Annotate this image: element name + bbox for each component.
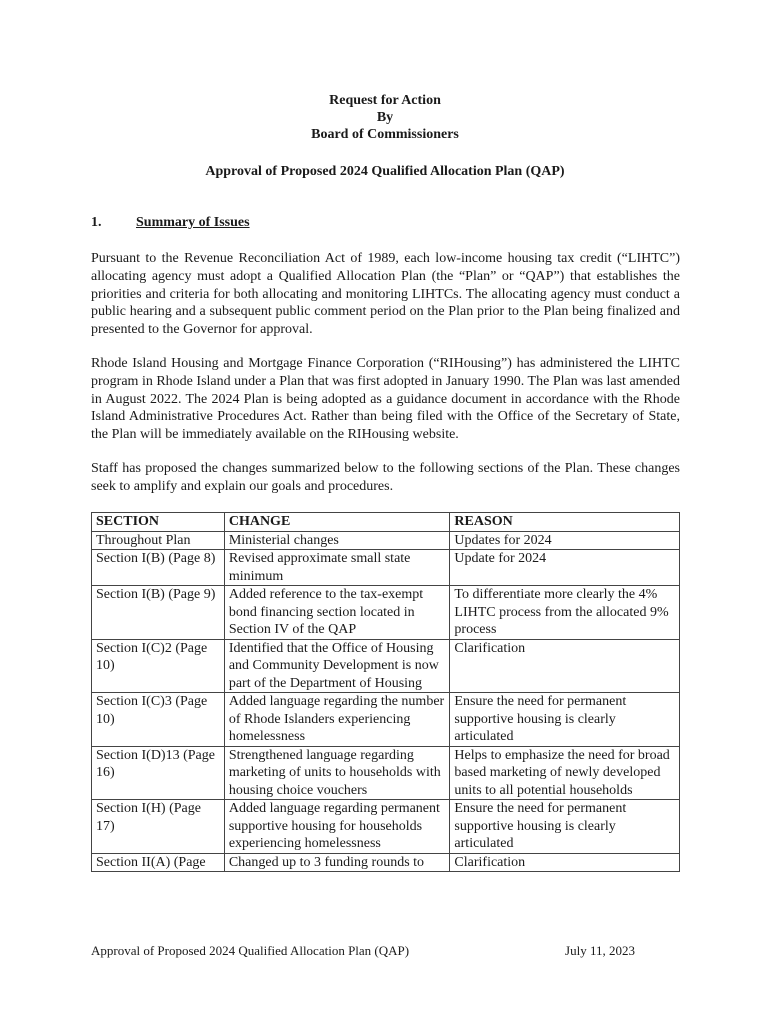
header-line-2: By — [376, 110, 394, 125]
cell-section: Section I(B) (Page 8) — [92, 550, 225, 586]
table-row — [92, 746, 680, 800]
page-footer — [91, 943, 635, 959]
footer-date: July 11, 2023 — [565, 943, 635, 958]
cell-change: Added language regarding permanent supportive housing for households experiencing homelessness — [224, 800, 450, 854]
cell-section: Section I(H) (Page 17) — [92, 800, 225, 854]
section-heading — [91, 215, 250, 231]
section-number: 1. — [91, 215, 102, 230]
cell-section: Section I(C)2 (Page 10) — [92, 639, 225, 693]
header-section: SECTION — [92, 513, 225, 532]
header-reason: REASON — [450, 513, 680, 532]
table-header-row — [92, 513, 680, 532]
cell-change: Added reference to the tax-exempt bond financing section located in Section IV of the QAP — [224, 586, 450, 640]
header-line-3: Board of Commissioners — [311, 127, 459, 142]
cell-reason: Ensure the need for permanent supportive housing is clearly articulated — [450, 800, 680, 854]
table-row — [92, 800, 680, 854]
table-row — [92, 693, 680, 747]
cell-section: Throughout Plan — [92, 531, 225, 550]
cell-reason: Updates for 2024 — [450, 531, 680, 550]
cell-reason: Ensure the need for permanent supportive housing is clearly articulated — [450, 693, 680, 747]
table-row — [92, 531, 680, 550]
document-subtitle: Approval of Proposed 2024 Qualified Allocation Plan (QAP) — [205, 164, 565, 179]
cell-change: Ministerial changes — [224, 531, 450, 550]
cell-reason: Update for 2024 — [450, 550, 680, 586]
document-header — [0, 92, 770, 143]
table-row — [92, 639, 680, 693]
cell-reason: To differentiate more clearly the 4% LIHTC process from the allocated 9% process — [450, 586, 680, 640]
cell-change: Identified that the Office of Housing and Community Development is now part of the Department of Housing — [224, 639, 450, 693]
paragraph-1: Pursuant to the Revenue Reconciliation Act of 1989, each low-income housing tax credit (“LIHTC”) allocating agency must adopt a Qualified Allocation Plan (the “Plan” or “QAP”) that establishes the priorities and criteria for both allocating and monitoring LIHTCs. The allocating agency must conduct a public hearing and a subsequent public comment period on the Plan prior to the Plan being finalized and presented to the Governor for approval. — [91, 251, 680, 338]
cell-change: Revised approximate small state minimum — [224, 550, 450, 586]
cell-section: Section II(A) (Page — [92, 853, 225, 872]
cell-section: Section I(C)3 (Page 10) — [92, 693, 225, 747]
table-row — [92, 853, 680, 872]
table-row — [92, 550, 680, 586]
cell-change: Added language regarding the number of Rhode Islanders experiencing homelessness — [224, 693, 450, 747]
cell-reason: Clarification — [450, 639, 680, 693]
cell-section: Section I(B) (Page 9) — [92, 586, 225, 640]
section-title: Summary of Issues — [136, 215, 250, 230]
cell-reason: Clarification — [450, 853, 680, 872]
header-change: CHANGE — [224, 513, 450, 532]
changes-table — [91, 512, 680, 872]
table-row — [92, 586, 680, 640]
cell-change: Changed up to 3 funding rounds to — [224, 853, 450, 872]
cell-reason: Helps to emphasize the need for broad based marketing of newly developed units to all potential households — [450, 746, 680, 800]
header-line-1: Request for Action — [329, 93, 441, 108]
footer-title: Approval of Proposed 2024 Qualified Allocation Plan (QAP) — [91, 943, 410, 958]
cell-change: Strengthened language regarding marketing of units to households with housing choice vouchers — [224, 746, 450, 800]
cell-section: Section I(D)13 (Page 16) — [92, 746, 225, 800]
paragraph-2: Rhode Island Housing and Mortgage Finance Corporation (“RIHousing”) has administered the LIHTC program in Rhode Island under a Plan that was first adopted in January 1990. The Plan was last amended in August 2022. The 2024 Plan is being adopted as a guidance document in accordance with the Rhode Island Administrative Procedures Act. Rather than being filed with the Office of the Secretary of State, the Plan will be immediately available on the RIHousing website. — [91, 356, 680, 443]
paragraph-3: Staff has proposed the changes summarized below to the following sections of the Plan. These changes seek to amplify and explain our goals and procedures. — [91, 461, 680, 494]
